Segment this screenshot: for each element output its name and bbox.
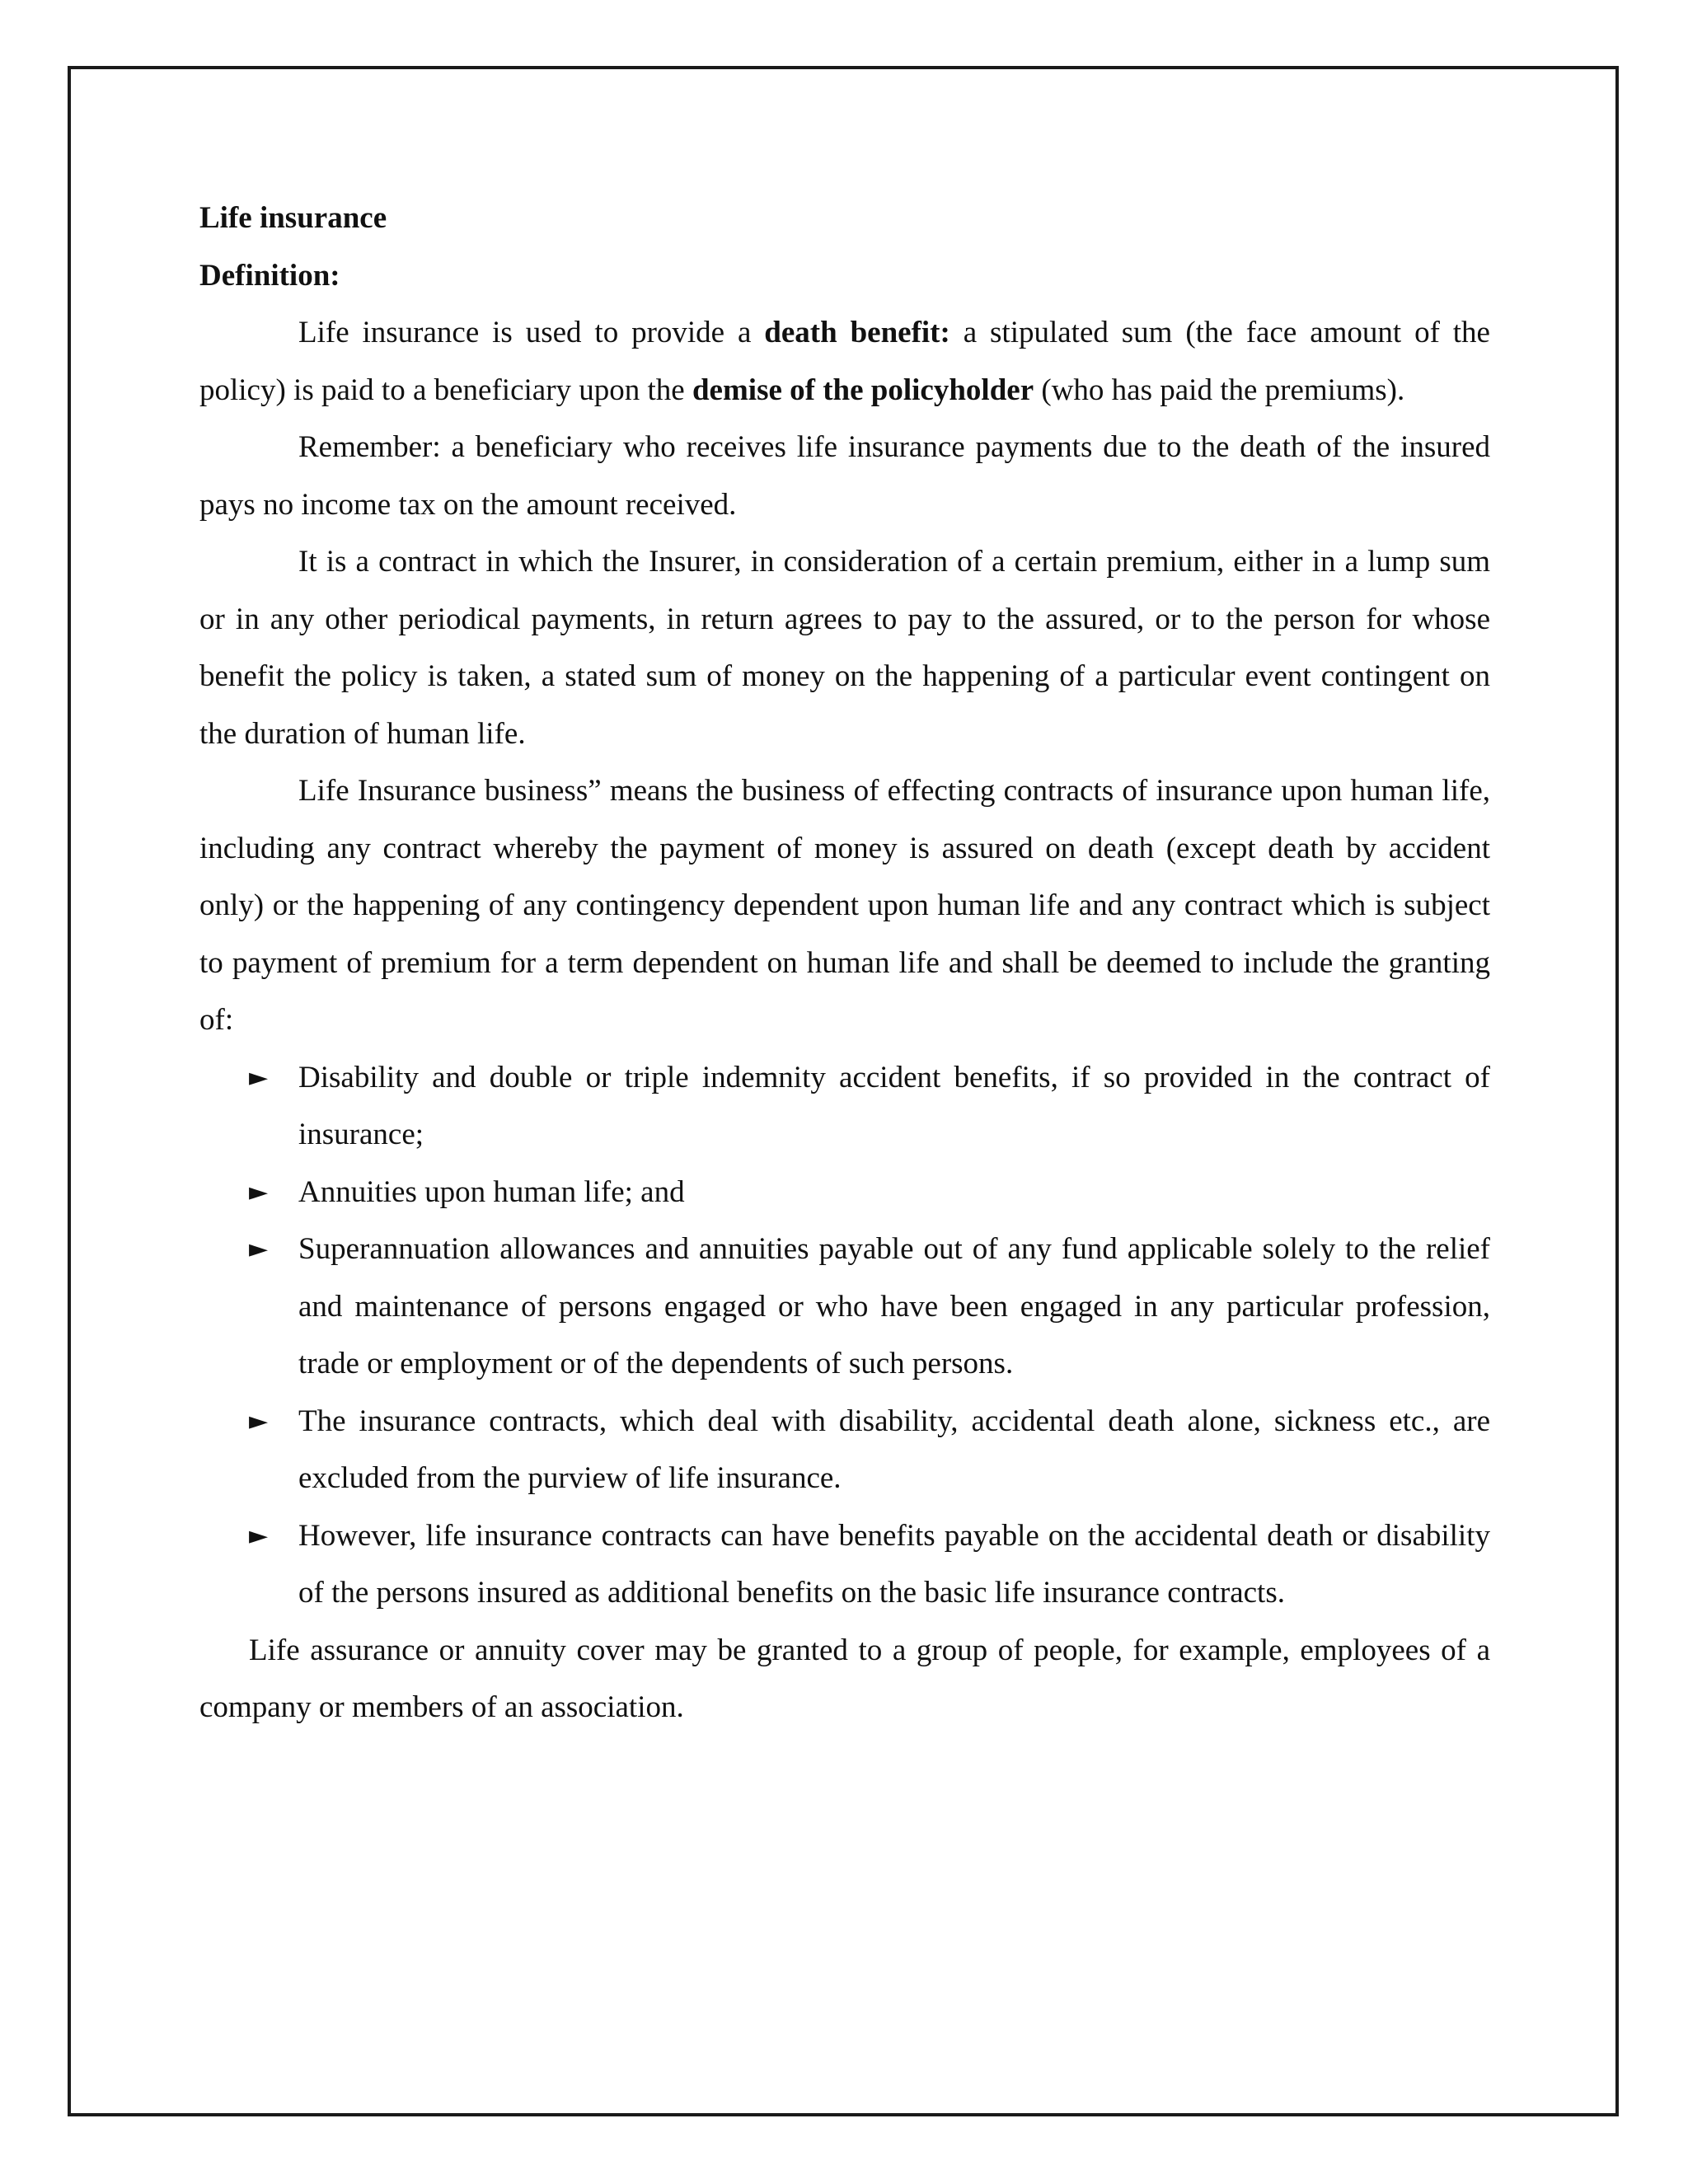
bullet-arrow-icon: ► bbox=[249, 1062, 269, 1092]
document-title: Life insurance bbox=[199, 201, 387, 235]
bold-term-death-benefit: death benefit: bbox=[764, 316, 950, 349]
list-item-text: However, life insurance contracts can have benefits payable on the accidental death or disability of the persons insured as additional benefits on the basic life insurance contracts. bbox=[298, 1518, 1490, 1610]
list-item bbox=[249, 1164, 1490, 1221]
list-item bbox=[249, 1221, 1490, 1393]
list-item-text: Disability and double or triple indemnity accident benefits, if so provided in the contract of insurance; bbox=[298, 1060, 1490, 1151]
paragraph-text: (who has paid the premiums). bbox=[1034, 373, 1405, 407]
bullet-arrow-icon: ► bbox=[249, 1235, 269, 1263]
paragraph-contract: It is a contract in which the Insurer, in consideration of a certain premium, either in a lump sum or in any other periodical payments, in return agrees to pay to the assured, or to the person for whose benefit the policy is taken, a stated sum of money on the happening of a particular event contingent on the duration of human life. bbox=[199, 545, 1490, 751]
bold-term-demise: demise of the policyholder bbox=[692, 373, 1034, 407]
list-item-text: Superannuation allowances and annuities payable out of any fund applicable solely to the relief and maintenance of persons engaged or who have been engaged in any particular profession, trade or employment or of the dependents of such persons. bbox=[298, 1232, 1490, 1380]
list-item bbox=[249, 1393, 1490, 1507]
paragraph-text: Life insurance is used to provide a bbox=[298, 316, 765, 349]
list-item bbox=[249, 1507, 1490, 1622]
bullet-arrow-icon: ► bbox=[249, 1521, 269, 1550]
bullet-arrow-icon: ► bbox=[249, 1406, 269, 1436]
bullet-arrow-icon: ► bbox=[249, 1177, 269, 1207]
paragraph-remember: Remember: a beneficiary who receives life insurance payments due to the death of the insured pays no income tax on the amount received. bbox=[199, 430, 1490, 522]
list-item bbox=[249, 1049, 1490, 1164]
paragraph-text: a stipulated sum (the face amount of the policy) is paid to a beneficiary upon the bbox=[199, 316, 1490, 407]
paragraph-business: Life Insurance business” means the business of effecting contracts of insurance upon human life, including any contract whereby the payment of money is assured on death (except death by accident only) or the happening of any contingency dependent upon human life and any contract which is subject to payment of premium for a term dependent on human life and shall be deemed to include the granting of: bbox=[199, 774, 1490, 1037]
paragraph-group-cover: Life assurance or annuity cover may be granted to a group of people, for example, employees of a company or members of an association. bbox=[199, 1633, 1490, 1724]
paragraph-death-benefit bbox=[199, 304, 1490, 419]
list-item-text: The insurance contracts, which deal with disability, accidental death alone, sickness etc., are excluded from the purview of life insurance. bbox=[298, 1404, 1490, 1495]
definition-heading: Definition: bbox=[199, 258, 340, 293]
bullet-list bbox=[199, 1049, 1490, 1622]
document-body bbox=[199, 190, 1490, 1736]
list-item-text: Annuities upon human life; and bbox=[298, 1174, 685, 1209]
